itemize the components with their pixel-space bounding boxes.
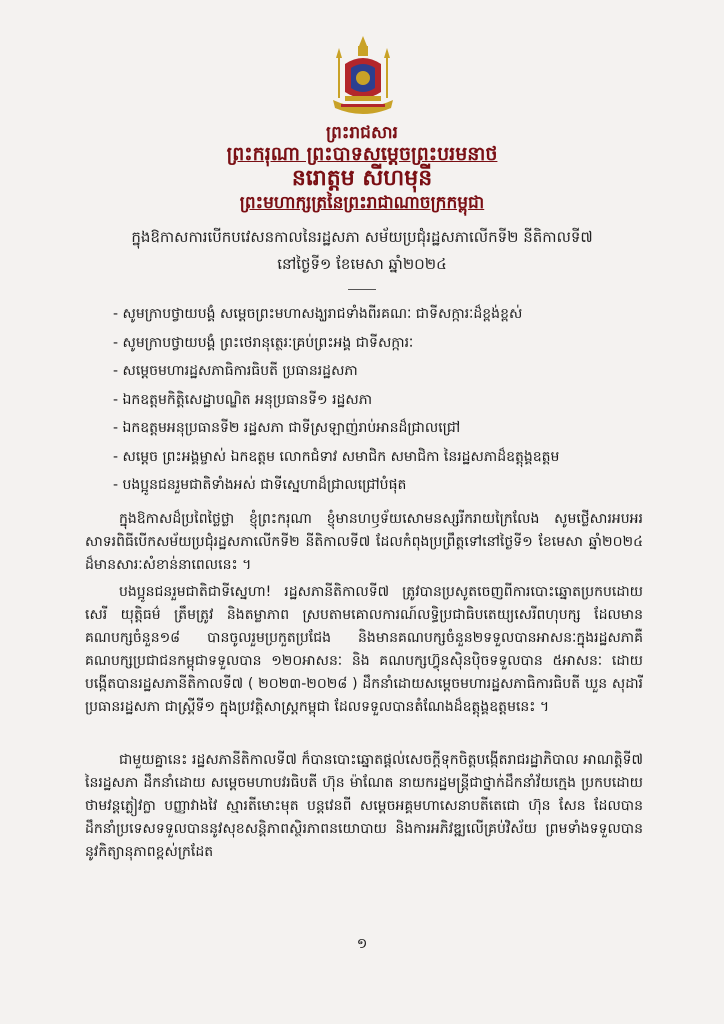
occasion-line: ក្នុងឱកាសការបើកបវេសនកាលនៃរដ្ឋសភា សម័យប្រជុំរដ្ឋសភាលើកទី២ នីតិកាលទី៧	[131, 228, 593, 246]
document-title: ព្រះរាជសារ	[326, 123, 398, 143]
salutation-item: - ឯកឧត្តមកិត្តិសេដ្ឋាបណ្ឌិត អនុប្រធានទី១ រដ្ឋសភា	[113, 391, 373, 408]
salutation-item: - សម្តេច ព្រះអង្គម្ចាស់ ឯកឧត្តម លោកជំទាវ សមាជិក សមាជិកា នៃរដ្ឋសភាដ៏ឧត្តុង្គឧត្តម	[113, 448, 560, 465]
salutation-item: - សូមក្រាបថ្វាយបង្គំ សម្តេចព្រះមហាសង្ឃរាជទាំងពីរគណៈ ជាទីសក្ការៈដ៏ខ្ពង់ខ្ពស់	[113, 306, 523, 322]
page-number: ១	[356, 936, 368, 952]
date-line: នៅថ្ងៃទី១ ខែមេសា ឆ្នាំ២០២៤	[277, 255, 447, 273]
body-paragraph: ជាមួយគ្នានេះ រដ្ឋសភានីតិកាលទី៧ ក៏បានបោះឆ្នោតផ្តល់សេចក្តីទុកចិត្តបង្កើតរាជរដ្ឋាភិបាល អាណត្តិទី៧ នៃរដ្ឋសភា ដឹកនាំដោយ សម្តេចមហាបវរធិបតី ហ៊ុន ម៉ាណែត នាយករដ្ឋមន្ត្រីជាថ្នាក់ដឹកនាំវ័យក្មេង ប្រកបដោយថាមវន្តភ្លៀវក្លា បញ្ញាវាងវៃ ស្មារតីមោះមុត បន្តវេនពី សម្តេចអគ្គមហាសេនាបតីតេជោ ហ៊ុន សែន ដែលបានដឹកនាំប្រទេសទទួលបាននូវសុខសន្តិភាពស្ថិរភាពនយោបាយ និងការអភិវឌ្ឍលើគ្រប់វិស័យ ព្រមទាំងទទួលបាននូវកិត្យានុភាពខ្ពស់ក្រដែត	[85, 752, 643, 860]
salutation-item: - ឯកឧត្តមអនុប្រធានទី២ រដ្ឋសភា ជាទីស្រឡាញ់រាប់អានដ៏ជ្រាលជ្រៅ	[113, 420, 461, 436]
salutation-list	[113, 300, 559, 500]
royal-coat-of-arms-emblem	[325, 34, 401, 116]
body-paragraph: ក្នុងឱកាសដ៏ប្រពៃថ្លៃថ្លា ខ្ញុំព្រះករុណា ខ្ញុំមានហឫទ័យសោមនស្សរីករាយក្រៃលែង សូមថ្លើសារអបអរសាទរពិធីបើកសម័យប្រជុំរដ្ឋសភាលើកទី២ នីតិកាលទី៧ ដែលកំពុងប្រព្រឹត្តទៅនៅថ្ងៃទី១ ខែមេសា ឆ្នាំ២០២៤ ដ៏មានសារៈសំខាន់នាពេលនេះ ។	[85, 511, 643, 573]
king-name: នរោត្តម សីហមុនី	[291, 166, 433, 191]
salutation-item: - សម្តេចមហារដ្ឋសភាធិការធិបតី ប្រធានរដ្ឋសភា	[113, 363, 358, 379]
salutation-item: - សូមក្រាបថ្វាយបង្គំ ព្រះថេរានុត្ថេរៈគ្រប់ព្រះអង្គ ជាទីសក្ការៈ	[113, 334, 414, 351]
body-paragraph: បងប្អូនជនរួមជាតិជាទីស្នេហា! រដ្ឋសភានីតិកាលទី៧ ត្រូវបានប្រសូតចេញពីការបោះឆ្នោតប្រកបដោយសេរី យុត្តិធម៌ ត្រឹមត្រូវ និងតម្លាភាព ស្របតាមគោលការណ៍លទ្ធិប្រជាធិបតេយ្យសេរីពហុបក្ស ដែលមានគណបក្សចំនួន១៨ បានចូលរួមប្រកួតប្រជែង និងមានគណបក្សចំនួន២ទទួលបានអាសនៈក្នុងរដ្ឋសភាគឺ គណបក្សប្រជាជនកម្ពុជាទទួលបាន ១២០អាសនៈ និង គណបក្សហ៊្វុនស៊ិនប៉ិចទទួលបាន ៥អាសនៈ ដោយបង្កើតបានរដ្ឋសភានីតិកាលទី៧ ( ២០២៣-២០២៨ ) ដឹកនាំដោយសម្តេចមហារដ្ឋសភាធិការធិបតី ឃួន សុដារី ប្រធានរដ្ឋសភា ជាស្ត្រីទី១ ក្នុងប្រវត្តិសាស្ត្រកម្ពុជា ដែលទទួលបានតំណែងដ៏ឧត្តុង្គឧត្តមនេះ ។	[85, 584, 643, 715]
king-designation: ព្រះមហាក្សត្រនៃព្រះរាជាណាចក្រកម្ពុជា	[239, 193, 485, 213]
divider	[348, 289, 376, 290]
salutation-item: - បងប្អូនជនរួមជាតិទាំងអស់ ជាទីស្នេហាដ៏ជ្រាលជ្រៅបំផុត	[113, 477, 407, 493]
royal-title: ព្រះករុណា ព្រះបាទសម្តេចព្រះបរមនាថ	[226, 143, 498, 165]
